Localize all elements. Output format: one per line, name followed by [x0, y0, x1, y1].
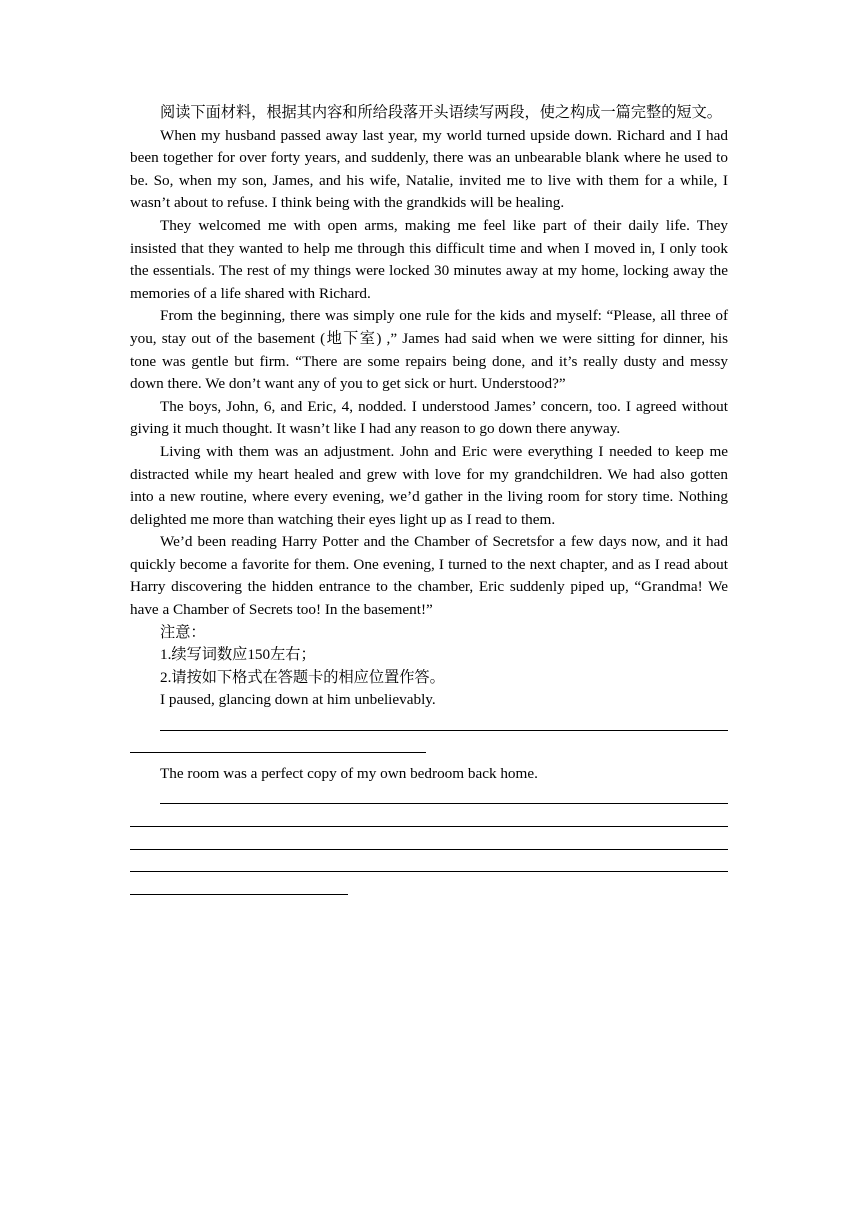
- continuation-opening-2: The room was a perfect copy of my own bedroom back home.: [160, 765, 538, 783]
- answer-area-2[interactable]: [130, 786, 728, 899]
- notes-item-1: 1.续写词数应150左右；: [160, 646, 316, 664]
- story-paragraph-2: They welcomed me with open arms, making me feel like part of their daily life. They insisted that they wanted to help me through this difficult time and when I moved in, I only took the essentials. The rest of my things were locked 30 minutes away at my home, locking away the memories of a life shared with Richard.: [130, 216, 728, 302]
- notes-item-2: 2.请按如下格式在答题卡的相应位置作答。: [160, 668, 445, 686]
- answer-line[interactable]: [130, 808, 728, 831]
- story-paragraph-3: From the beginning, there was simply one rule for the kids and myself: “Please, all three of you, stay out of the basement (地下室) ,” James had said when we were sitting for dinner, his tone was gentle but firm. “There are some repairs being done, and it’s really dusty and messy down there. We don’t want any of you to get sick or hurt. Understood?”: [130, 307, 728, 393]
- story-paragraph-4: The boys, John, 6, and Eric, 4, nodded. I understood James’ concern, too. I agreed without giving it much thought. It wasn’t like I had any reason to go down there anyway.: [130, 397, 728, 438]
- continuation-opening-1: I paused, glancing down at him unbelievably.: [160, 691, 436, 709]
- story-paragraph-5: Living with them was an adjustment. John and Eric were everything I needed to keep me distracted while my heart healed and grew with love for my grandchildren. We had also gotten into a new routine, where every evening, we’d gather in the living room for story time. Nothing delighted me more than watching their eyes light up as I read to them.: [130, 442, 728, 528]
- answer-area-1[interactable]: [130, 712, 728, 757]
- story-paragraph-6: We’d been reading Harry Potter and the Chamber of Secretsfor a few days now, and it had quickly become a favorite for them. One evening, I turned to the next chapter, and as I read about Harry discovering the hidden entrance to the chamber, Eric suddenly piped up, “Grandma! We have a Chamber of Secrets too! In the basement!”: [130, 533, 728, 619]
- exam-document: [130, 102, 728, 899]
- answer-line[interactable]: [130, 876, 728, 899]
- story-paragraph-1: When my husband passed away last year, my world turned upside down. Richard and I had been together for over forty years, and suddenly, there was an unbearable blank where he used to be. So, when my son, James, and his wife, Natalie, invited me to live with them for a while, I wasn’t about to refuse. I think being with the grandkids will be healing.: [130, 126, 728, 212]
- notes-label: 注意：: [160, 623, 206, 641]
- answer-line[interactable]: [130, 735, 728, 758]
- answer-line[interactable]: [130, 712, 728, 735]
- instruction-text: 阅读下面材料，根据其内容和所给段落开头语续写两段，使之构成一篇完整的短文。: [160, 104, 722, 121]
- answer-line[interactable]: [130, 786, 728, 809]
- answer-line[interactable]: [130, 831, 728, 854]
- answer-line[interactable]: [130, 854, 728, 877]
